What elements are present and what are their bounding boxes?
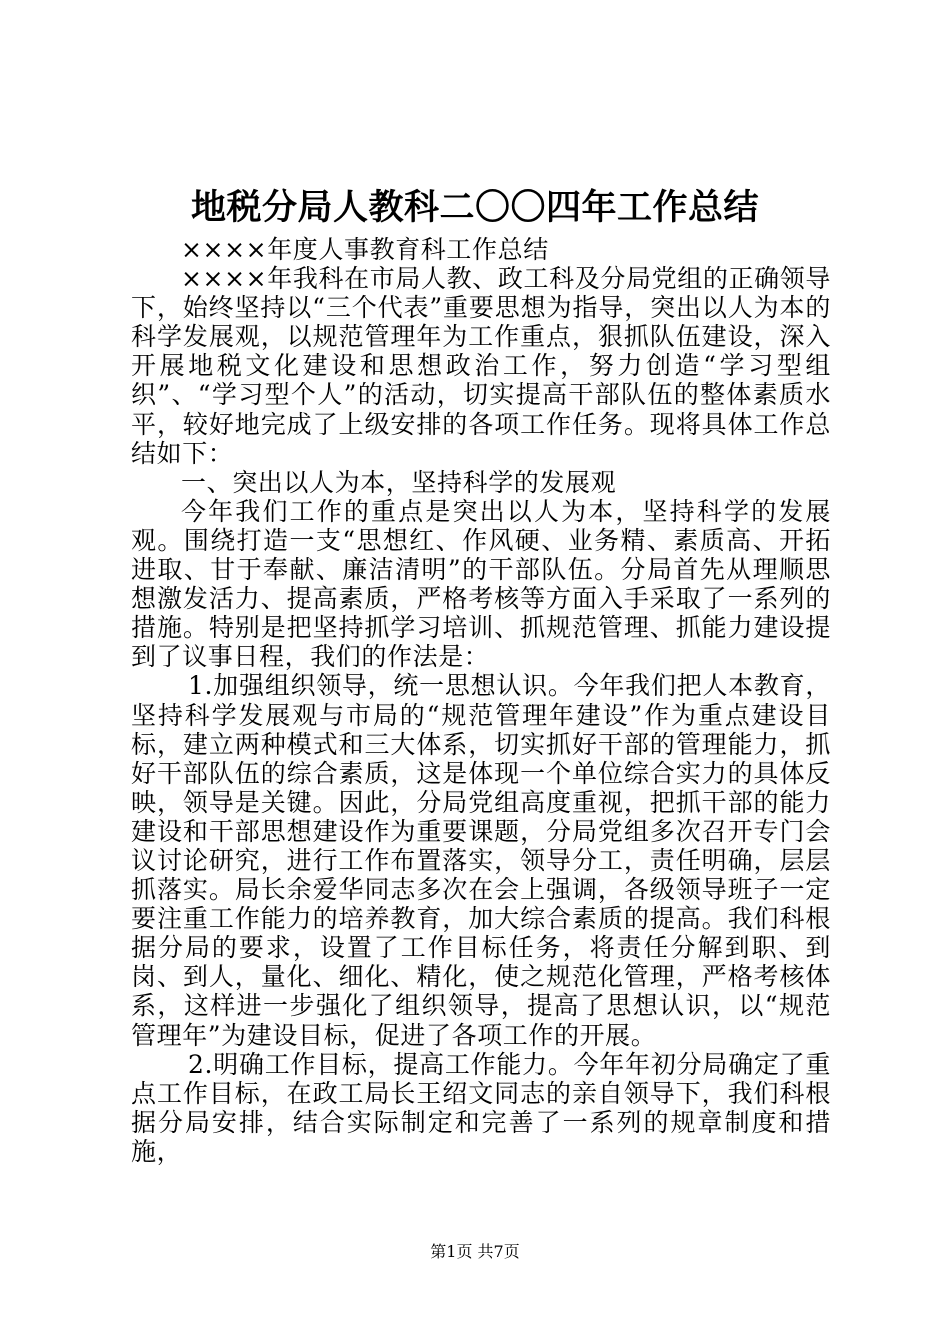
paragraph-section-1: 今年我们工作的重点是突出以人为本，坚持科学的发展观。围绕打造一支“思想红、作风硬、业务精、素质高、开拓进取、甘于奉献、廉洁清明”的干部队伍。分局首先从理顺思想激发活力、提高素质，严格考核等方面入手采取了一系列的措施。特别是把坚持抓学习培训、抓规范管理、抓能力建设提到了议事日程，我们的作法是： xyxy=(131,496,831,672)
paragraph-item-2: 2.明确工作目标，提高工作能力。今年年初分局确定了重点工作目标，在政工局长王绍文同志的亲自领导下，我们科根据分局安排，结合实际制定和完善了一系列的规章制度和措施， xyxy=(131,1049,831,1166)
document-title: 地税分局人教科二〇〇四年工作总结 xyxy=(190,187,759,228)
paragraph-item-1: 1.加强组织领导，统一思想认识。今年我们把人本教育，坚持科学发展观与市局的“规范管理年建设”作为重点建设目标，建立两种模式和三大体系，切实抓好干部的管理能力，抓好干部队伍的综合素质，这是体现一个单位综合实力的具体反映，领导是关键。因此，分局党组高度重视，把抓干部的能力建设和干部思想建设作为重要课题，分局党组多次召开专门会议讨论研究，进行工作布置落实，领导分工，责任明确，层层抓落实。局长余爱华同志多次在会上强调，各级领导班子一定要注重工作能力的培养教育，加大综合素质的提高。我们科根据分局的要求，设置了工作目标任务，将责任分解到职、到岗、到人，量化、细化、精化，使之规范化管理，严格考核体系，这样进一步强化了组织领导，提高了思想认识，以“规范管理年”为建设目标，促进了各项工作的开展。 xyxy=(131,671,831,1050)
page-footer: 第1页 共7页 xyxy=(430,1242,520,1261)
document-body xyxy=(131,235,831,1166)
paragraph-intro: ××××年我科在市局人教、政工科及分局党组的正确领导下，始终坚持以“三个代表”重要思想为指导，突出以人为本的科学发展观，以规范管理年为工作重点，狠抓队伍建设，深入开展地税文化建设和思想政治工作，努力创造“学习型组织”、“学习型个人”的活动，切实提高干部队伍的整体素质水平，较好地完成了上级安排的各项工作任务。现将具体工作总结如下： xyxy=(131,264,831,468)
paragraph-subtitle: ××××年度人事教育科工作总结 xyxy=(181,235,549,264)
section-heading-1: 一、突出以人为本，坚持科学的发展观 xyxy=(181,467,617,497)
